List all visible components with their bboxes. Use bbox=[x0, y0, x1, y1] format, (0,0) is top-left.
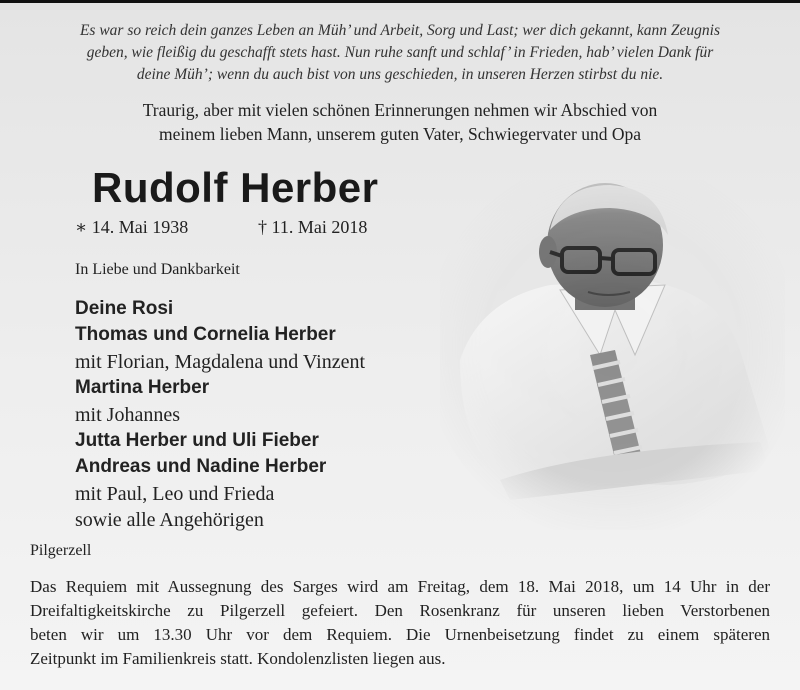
requiem-line: Das Requiem mit Aussegnung des Sarges wird am Freitag, dem 18. Mai 2018, um 14 Uhr in der bbox=[30, 577, 770, 596]
family-member: Jutta Herber und Uli Fieber bbox=[75, 430, 319, 452]
family-member: mit Florian, Magdalena und Vinzent bbox=[75, 350, 366, 373]
family-member: mit Paul, Leo und Frieda bbox=[75, 482, 275, 505]
family-member: Martina Herber bbox=[75, 377, 210, 399]
family-member: mit Johannes bbox=[75, 403, 180, 426]
deceased-name: Rudolf Herber bbox=[92, 164, 379, 211]
top-border bbox=[0, 0, 800, 3]
place: Pilgerzell bbox=[30, 542, 92, 559]
poem-line: geben, wie fleißig du geschafft stets hast. Nun ruhe sanft und schlaf’ in Frieden, hab’ vielen Dank für bbox=[86, 44, 714, 61]
signoff: In Liebe und Dankbarkeit bbox=[75, 261, 240, 278]
family-member: Andreas und Nadine Herber bbox=[75, 456, 327, 478]
requiem-line: beten wir um 13.30 Uhr vor dem Requiem. Die Urnenbeisetzung findet zu einem späteren bbox=[30, 625, 770, 644]
poem-line: deine Müh’; wenn du auch bist von uns geschieden, in unseren Herzen stirbst du nie. bbox=[136, 66, 664, 83]
family-member: Thomas und Cornelia Herber bbox=[75, 324, 336, 346]
requiem-text bbox=[30, 575, 770, 671]
family-member: sowie alle Angehörigen bbox=[75, 509, 264, 532]
intro-text bbox=[100, 98, 700, 146]
intro-line: Traurig, aber mit vielen schönen Erinnerungen nehmen wir Abschied von bbox=[142, 100, 658, 120]
portrait-photo bbox=[440, 180, 785, 530]
intro-line: meinem lieben Mann, unserem guten Vater, Schwiegervater und Opa bbox=[158, 124, 642, 144]
poem bbox=[30, 20, 770, 86]
poem-line: Es war so reich dein ganzes Leben an Müh’ und Arbeit, Sorg und Last; wer dich gekannt, kann Zeugnis bbox=[79, 22, 721, 39]
birth-date: ∗ 14. Mai 1938 bbox=[75, 217, 189, 237]
requiem-line: Zeitpunkt im Familienkreis statt. Kondolenzlisten liegen aus. bbox=[30, 649, 446, 668]
family-list bbox=[75, 296, 365, 534]
death-date: † 11. Mai 2018 bbox=[258, 217, 368, 237]
family-member: Deine Rosi bbox=[75, 298, 174, 319]
requiem-line: Dreifaltigkeitskirche zu Pilgerzell gefeiert. Den Rosenkranz für unseren lieben Verstorbenen bbox=[30, 601, 770, 620]
